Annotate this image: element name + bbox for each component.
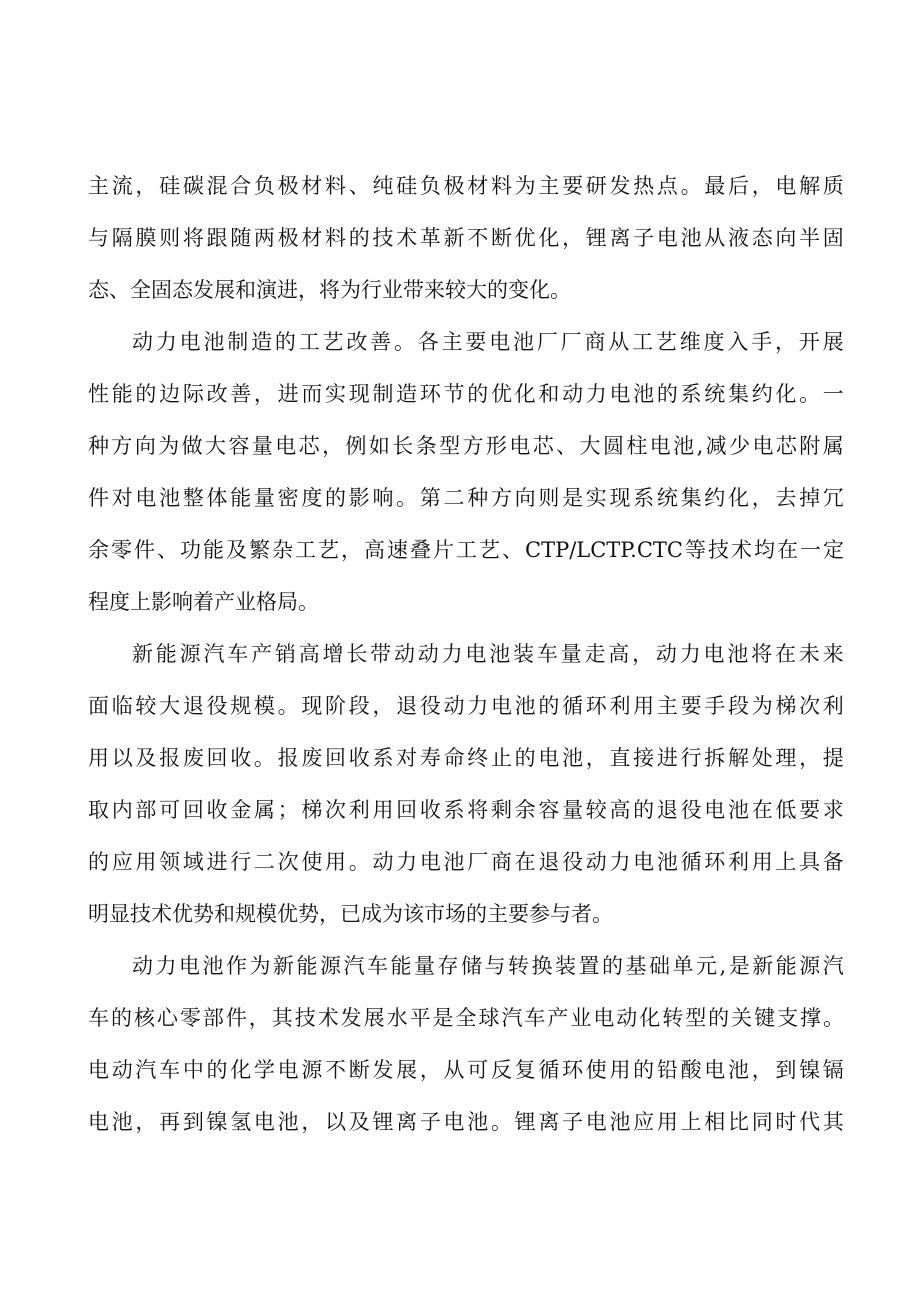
- text-line: 主 流 ， 硅 碳 混 合 负 极 材 料 、 纯 硅 负 极 材 料 为 主 要 研 发 热 点 。 最 后 ， 电 解 质: [88, 174, 844, 198]
- text-line: 程度上影响着产业格局。: [88, 590, 319, 614]
- document-body: [88, 160, 848, 1148]
- text-line: 性 能 的 边 际 改 善 ， 进 而 实 现 制 造 环 节 的 优 化 和 动 力 电 池 的 系 统 集 约 化 。 一: [88, 382, 844, 406]
- text-line: 动 力 电 池 制 造 的 工 艺 改 善 。 各 主 要 电 池 厂 厂 商 从 工 艺 维 度 入 手 ， 开 展: [132, 330, 844, 354]
- text-line: 余 零 件 、 功 能 及 繁 杂 工 艺 ， 高 速 叠 片 工 艺 、 CTP/LCTP.CTC 等 技 术 均 在 一 定: [88, 538, 844, 562]
- text-line: 明显技术优势和规模优势，已成为该市场的主要参与者。: [88, 902, 613, 926]
- text-line: 电 动 汽 车 中 的 化 学 电 源 不 断 发 展 ， 从 可 反 复 循 环 使 用 的 铅 酸 电 池 ， 到 镍 镉: [88, 1058, 844, 1082]
- text-line: 车 的 核 心 零 部 件 ， 其 技 术 发 展 水 平 是 全 球 汽 车 产 业 电 动 化 转 型 的 关 键 支 撑 。: [88, 1006, 844, 1030]
- text-line: 动 力 电 池 作 为 新 能 源 汽 车 能 量 存 储 与 转 换 装 置 的 基 础 单 元 , 是 新 能 源 汽: [132, 954, 844, 978]
- text-line: 电 池 ， 再 到 镍 氢 电 池 ， 以 及 锂 离 子 电 池 。 锂 离 子 电 池 应 用 上 相 比 同 时 代 其: [88, 1110, 844, 1134]
- text-line: 与 隔 膜 则 将 跟 随 两 极 材 料 的 技 术 革 新 不 断 优 化 ， 锂 离 子 电 池 从 液 态 向 半 固: [88, 226, 844, 250]
- text-line: 新 能 源 汽 车 产 销 高 增 长 带 动 动 力 电 池 装 车 量 走 高 ， 动 力 电 池 将 在 未 来: [132, 642, 844, 666]
- text-line: 种 方 向 为 做 大 容 量 电 芯 ， 例 如 长 条 型 方 形 电 芯 、 大 圆 柱 电 池 , 减 少 电 芯 附 属: [88, 434, 844, 458]
- text-line: 的 应 用 领 域 进 行 二 次 使 用 。 动 力 电 池 厂 商 在 退 役 动 力 电 池 循 环 利 用 上 具 备: [88, 850, 844, 874]
- text-line: 面 临 较 大 退 役 规 模 。 现 阶 段 ， 退 役 动 力 电 池 的 循 环 利 用 主 要 手 段 为 梯 次 利: [88, 694, 844, 718]
- text-line: 态、全固态发展和演进，将为行业带来较大的变化。: [88, 278, 571, 302]
- text-line: 用 以 及 报 废 回 收 。 报 废 回 收 系 对 寿 命 终 止 的 电 池 ， 直 接 进 行 拆 解 处 理 ， 提: [88, 746, 844, 770]
- text-line: 件 对 电 池 整 体 能 量 密 度 的 影 响 。 第 二 种 方 向 则 是 实 现 系 统 集 约 化 ， 去 掉 冗: [88, 486, 844, 510]
- text-line: 取 内 部 可 回 收 金 属 ； 梯 次 利 用 回 收 系 将 剩 余 容 量 较 高 的 退 役 电 池 在 低 要 求: [88, 798, 844, 822]
